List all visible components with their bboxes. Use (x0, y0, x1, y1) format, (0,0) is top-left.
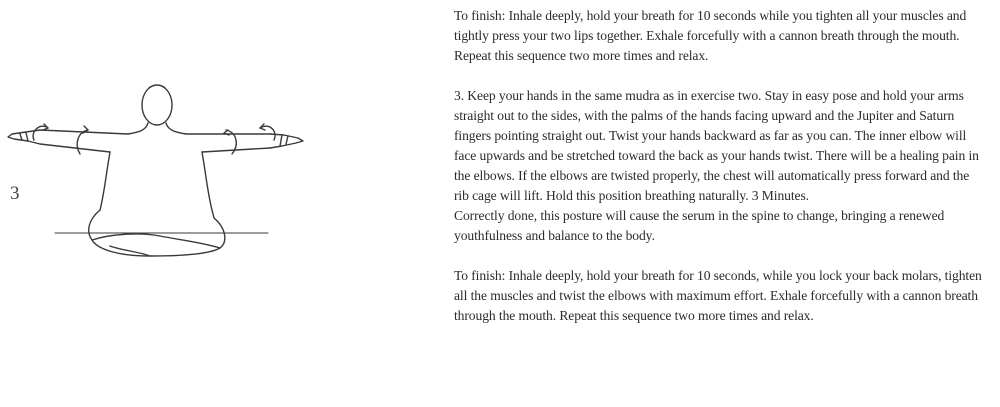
exercise-3-paragraph: 3. Keep your hands in the same mudra as in exercise two. Stay in easy pose and hold your arms straight out to the sides, with the palms of the hands facing upward and the Jupiter and Saturn fingers pointing straight out. Twist your hands backward as far as you can. The inner elbow will face upwards and be stretched toward the back as your hands twist. There will be a healing pain in the elbows. If the elbows are twisted properly, the chest will automatically press forward and the rib cage will lift. Hold this position breathing naturally. 3 Minutes. (454, 88, 979, 203)
twist-arrow (77, 130, 88, 154)
exercise-3-note-paragraph: Correctly done, this posture will cause the serum in the spine to change, bringing a renewed youthfulness and balance to the body. (454, 208, 945, 243)
illustration-area (0, 0, 330, 407)
seated-figure-illustration (0, 60, 330, 320)
figure-left-hand (8, 130, 40, 144)
finish-paragraph-2: To finish: Inhale deeply, hold your breath for 10 seconds, while you lock your back molars, tighten all the muscles and twist the elbows with maximum effort. Exhale forcefully with a cannon breath through the mouth. Repeat this sequence two more times and relax. (454, 268, 982, 323)
finish-paragraph-1: To finish: Inhale deeply, hold your breath for 10 seconds while you tighten all your muscles and tightly press your two lips together. Exhale forcefully with a cannon breath through the mouth. Repeat this sequence two more times and relax. (454, 8, 967, 63)
instruction-text (454, 6, 986, 326)
figure-right-arm (186, 134, 270, 152)
figure-left-arm (40, 130, 128, 152)
figure-head (142, 85, 172, 125)
exercise-number-label: 3 (10, 183, 20, 204)
